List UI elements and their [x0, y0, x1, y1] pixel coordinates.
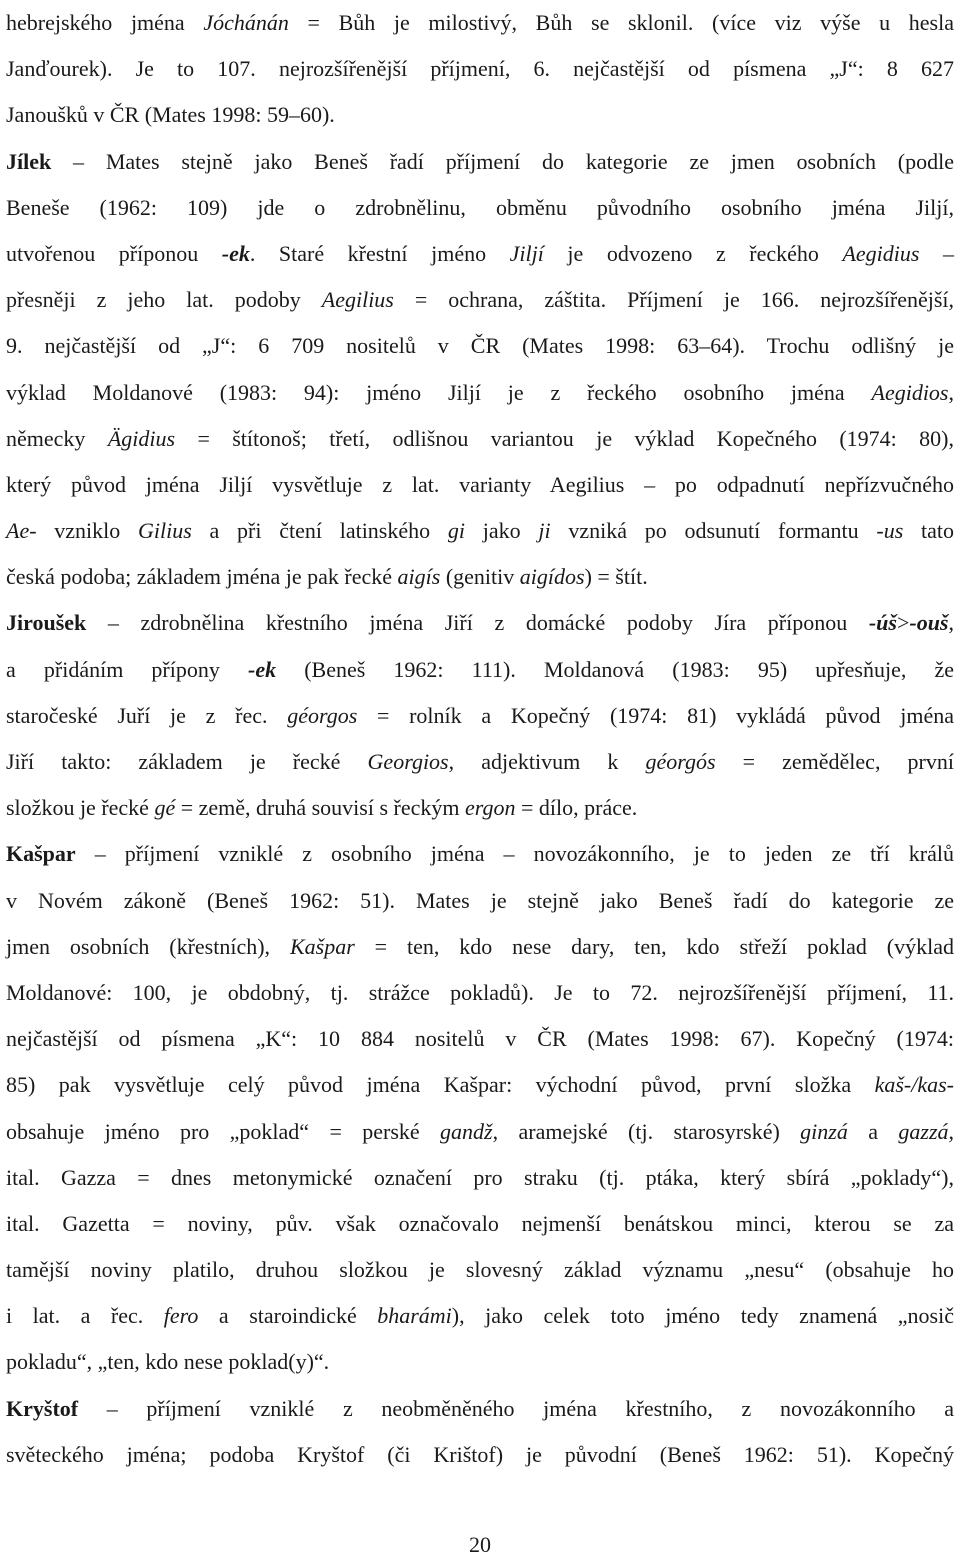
text-line: Jílek – Mates stejně jako Beneš řadí příjmení do kategorie ze jmen osobních (podle: [6, 148, 954, 174]
text-line: Moldanové: 100, je obdobný, tj. strážce pokladů). Je to 72. nejrozšířenější příjmení, 11.: [6, 979, 954, 1005]
text-line: česká podoba; základem jména je pak řecké aigís (genitiv aigídos) = štít.: [6, 564, 648, 590]
document-body: [6, 0, 954, 1478]
text-line: nejčastější od písmena „K“: 10 884 nositelů v ČR (Mates 1998: 67). Kopečný (1974:: [6, 1026, 954, 1052]
text-line: v Novém zákoně (Beneš 1962: 51). Mates je stejně jako Beneš řadí do kategorie ze: [6, 887, 954, 913]
text-line: Kašpar – příjmení vzniklé z osobního jména – novozákonního, je to jeden ze tří králů: [6, 841, 954, 867]
text-line: Janďourek). Je to 107. nejrozšířenější příjmení, 6. nejčastější od písmena „J“: 8 627: [6, 56, 954, 82]
page-number: 20: [469, 1532, 491, 1557]
text-line: ital. Gazza = dnes metonymické označení pro straku (tj. ptáka, který sbírá „poklady“),: [6, 1164, 954, 1190]
text-line: jmen osobních (křestních), Kašpar = ten, kdo nese dary, ten, kdo střeží poklad (výklad: [6, 933, 954, 959]
text-line: 85) pak vysvětluje celý původ jména Kašpar: východní původ, první složka kaš-/kas-: [6, 1072, 954, 1098]
text-line: obsahuje jméno pro „poklad“ = perské gandž, aramejské (tj. starosyrské) ginzá a gazzá,: [6, 1118, 955, 1144]
text-line: Jiroušek – zdrobnělina křestního jména Jiří z domácké podoby Jíra příponou -úš>-ouš,: [6, 610, 954, 636]
text-line: Ae- vzniklo Gilius a při čtení latinského gi jako ji vzniká po odsunutí formantu -us tato: [6, 518, 954, 544]
text-line: německy Ägidius = štítonoš; třetí, odlišnou variantou je výklad Kopečného (1974: 80),: [6, 425, 954, 451]
text-line: Janoušků v ČR (Mates 1998: 59–60).: [6, 102, 335, 128]
text-line: Beneše (1962: 109) jde o zdrobnělinu, obměnu původního osobního jména Jiljí,: [6, 194, 954, 220]
text-line: 9. nejčastější od „J“: 6 709 nositelů v ČR (Mates 1998: 63–64). Trochu odlišný je: [6, 333, 954, 359]
text-line: výklad Moldanové (1983: 94): jméno Jiljí je z řeckého osobního jména Aegidios,: [6, 379, 954, 405]
text-line: i lat. a řec. fero a staroindické bharámi), jako celek toto jméno tedy znamená „nosič: [6, 1303, 954, 1329]
text-line: tamější noviny platilo, druhou složkou je slovesný základ významu „nesu“ (obsahuje ho: [6, 1257, 954, 1283]
text-line: světeckého jména; podoba Kryštof (či Krištof) je původní (Beneš 1962: 51). Kopečný: [6, 1441, 954, 1467]
text-line: který původ jména Jiljí vysvětluje z lat. varianty Aegilius – po odpadnutí nepřízvučného: [6, 471, 954, 497]
text-line: přesněji z jeho lat. podoby Aegilius = ochrana, záštita. Příjmení je 166. nejrozšířenější,: [6, 287, 955, 313]
text-line: Jiří takto: základem je řecké Georgios, adjektivum k géorgós = zemědělec, první: [6, 749, 954, 774]
text-line: pokladu“, „ten, kdo nese poklad(y)“.: [6, 1349, 330, 1375]
text-line: staročeské Juří je z řec. géorgos = rolník a Kopečný (1974: 81) vykládá původ jména: [6, 702, 954, 728]
text-line: Kryštof – příjmení vzniklé z neobměněného jména křestního, z novozákonního a: [6, 1395, 954, 1421]
text-line: složkou je řecké gé = země, druhá souvisí s řeckým ergon = dílo, práce.: [6, 795, 638, 821]
text-line: ital. Gazetta = noviny, pův. však označovalo nejmenší benátskou minci, kterou se za: [6, 1210, 954, 1236]
text-line: utvořenou příponou -ek. Staré křestní jméno Jiljí je odvozeno z řeckého Aegidius –: [6, 240, 955, 266]
text-line: a přidáním přípony -ek (Beneš 1962: 111). Moldanová (1983: 95) upřesňuje, že: [6, 656, 954, 682]
text-line: hebrejského jména Jóchánán = Bůh je milostivý, Bůh se sklonil. (více viz výše u hesla: [6, 10, 954, 35]
